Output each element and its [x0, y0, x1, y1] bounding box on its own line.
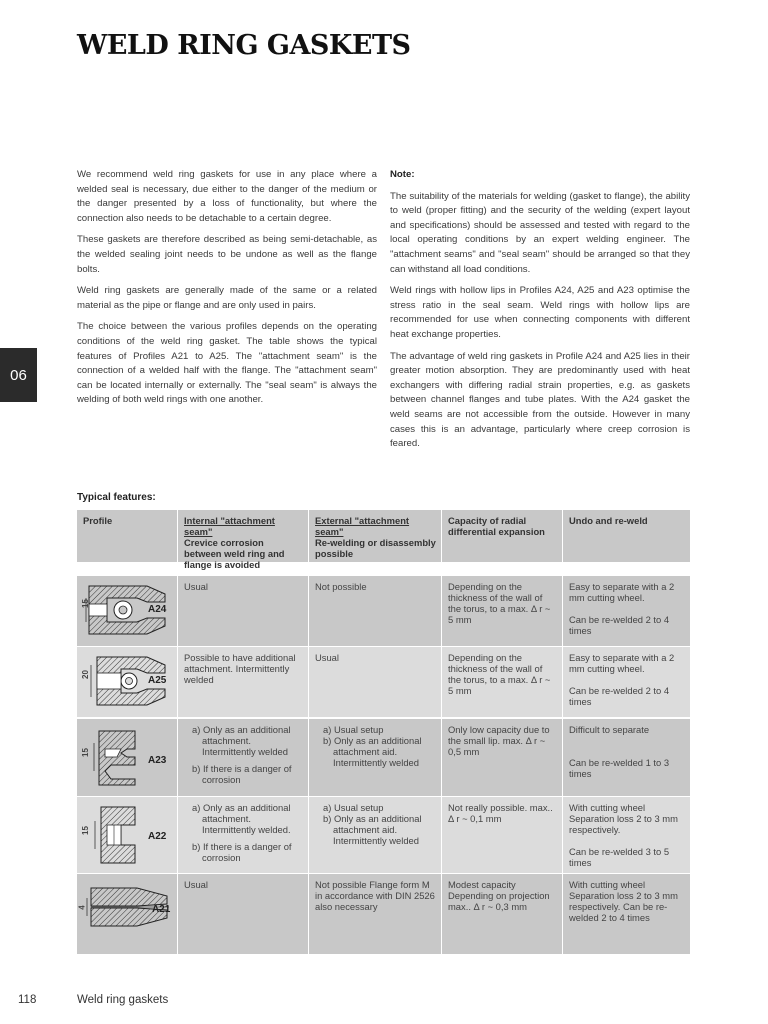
header-internal-title: Internal "attachment seam" — [184, 515, 275, 537]
reweld-text: Can be re-welded 3 to 5 times — [569, 846, 670, 868]
table-heading: Typical features: — [77, 492, 156, 503]
table-row — [77, 719, 690, 796]
header-external-title: External "attachment seam" — [315, 515, 410, 537]
cell-internal: Possible to have additional attachment. Intermittently welded — [178, 647, 309, 717]
reweld-text: Can be re-welded 2 to 4 times — [569, 685, 670, 707]
note-paragraph: The advantage of weld ring gaskets in Profile A24 and A25 lies in their greater motion absorption. They are predominantly used with heat exchangers with differing radial strain properties, e.g. as gaskets between channel flanges and tube plates. With the A24 gasket the weld seams are not accessible from the outside. However in many cases this is an advantage, particularly where creep corrosion is feared. — [390, 350, 690, 450]
undo-text: Easy to separate with a 2 mm cutting wheel. — [569, 652, 675, 674]
table-row — [77, 874, 690, 954]
cell-capacity: Depending on the thickness of the wall of the torus, to a max. Δ r ~ 5 mm — [442, 576, 563, 646]
header-profile: Profile — [77, 510, 178, 570]
cell-capacity: Modest capacity Depending on projection max.. Δ r ~ 0,3 mm — [442, 874, 563, 954]
cell-internal — [178, 797, 309, 873]
cell-external: Not possible Flange form M in accordance with DIN 2526 also necessary — [309, 874, 442, 954]
cell-capacity: Depending on the thickness of the wall of the torus, to a max. Δ r ~ 5 mm — [442, 647, 563, 717]
header-external — [309, 510, 442, 570]
undo-text: With cutting wheel Separation loss 2 to 3 mm respectively. — [569, 802, 678, 835]
undo-text: Difficult to separate — [569, 724, 650, 735]
cell-external — [309, 797, 442, 873]
note-paragraph: Weld rings with hollow lips in Profiles A24, A25 and A23 optimise the stress ratio in the seal seam. Weld rings with hollow lips are recommended for use when connecting components with different heat exchange properties. — [390, 285, 690, 340]
external-option-a: a) Usual setup — [323, 724, 384, 735]
intro-paragraph: The choice between the various profiles depends on the operating conditions of the weld ring gasket. The table shows the typical features of Profiles A21 to A25. The "attachment seam" is the connection of a welded half with the flange. The "attachment seam" can be located internally or externally. The "seal seam" is always the welding of both weld rings with one another. — [77, 321, 377, 406]
page-title: WELD RING GASKETS — [77, 30, 411, 61]
profile-dimension: 4 — [77, 905, 87, 910]
profile-dimension: 15 — [80, 599, 90, 608]
profile-a22-drawing — [77, 797, 178, 873]
table-row — [77, 576, 690, 646]
header-undo: Undo and re-weld — [569, 515, 648, 526]
cell-capacity: Only low capacity due to the small lip. max. Δ r ~ 0,5 mm — [442, 719, 563, 796]
reweld-text: Can be re-welded 2 to 4 times — [569, 614, 670, 636]
cell-internal: Usual — [178, 874, 309, 954]
cell-capacity: Not really possible. max.. Δ r ~ 0,1 mm — [442, 797, 563, 873]
note-column — [390, 168, 690, 459]
header-internal-sub: Crevice corrosion between weld ring and flange is avoided — [184, 537, 285, 570]
internal-option-a: a) Only as an additional attachment. Intermittently welded — [192, 724, 291, 757]
header-external-sub: Re-welding or disassembly possible — [315, 537, 436, 559]
external-option-b: b) Only as an additional attachment aid. Intermittently welded — [323, 735, 422, 768]
profile-dimension: 20 — [80, 670, 90, 679]
table-row — [77, 797, 690, 873]
note-heading: Note: — [390, 169, 415, 180]
intro-paragraph: We recommend weld ring gaskets for use in any place where a welded seal is necessary, due either to the danger of the medium or the danger presented by a loss of functionality, but where the connection also needs to be detachable to a certain degree. — [77, 169, 377, 224]
profile-a25-drawing — [77, 647, 178, 717]
cell-undo — [563, 719, 690, 796]
note-paragraph: The suitability of the materials for welding (gasket to flange), the ability to weld (proper fitting) and the security of the welding (expert layout and specifications) should be assessed and tested with regard to the local operating conditions by an expert welding engineer. The "attachment seams" and "seal seam" should be arranged so that they can withstand all load conditions. — [390, 190, 690, 275]
footer-title: Weld ring gaskets — [77, 994, 169, 1006]
profile-label: A25 — [148, 675, 167, 686]
cell-undo — [563, 797, 690, 873]
intro-paragraph: Weld ring gaskets are generally made of the same or a related material as the pipe or flange and are only used in pairs. — [77, 285, 377, 311]
profile-dimension: 15 — [80, 748, 90, 757]
header-internal — [178, 510, 309, 570]
profile-label: A21 — [152, 904, 171, 915]
profile-a24-drawing — [77, 576, 178, 646]
profile-dimension: 15 — [80, 826, 90, 835]
table-row — [77, 647, 690, 717]
profile-a23-drawing — [77, 719, 178, 796]
table-header — [77, 510, 690, 570]
profile-a21-drawing — [77, 874, 178, 954]
reweld-text: Can be re-welded 1 to 3 times — [569, 757, 670, 779]
cell-internal: Usual — [178, 576, 309, 646]
cell-external — [309, 719, 442, 796]
profile-label: A22 — [148, 831, 167, 842]
cell-undo — [563, 647, 690, 717]
intro-paragraph: These gaskets are therefore described as being semi-detachable, as the welded sealing joint needs to be undone as well as the flange bolts. — [77, 234, 377, 275]
profile-label: A24 — [148, 604, 167, 615]
cell-external: Not possible — [309, 576, 442, 646]
cell-internal — [178, 719, 309, 796]
header-capacity: Capacity of radial differential expansion — [442, 510, 563, 570]
internal-option-b: b) If there is a danger of corrosion — [192, 841, 292, 863]
internal-option-a: a) Only as an additional attachment. Intermittently welded. — [192, 802, 291, 835]
profile-label: A23 — [148, 755, 167, 766]
cell-undo — [563, 576, 690, 646]
page-number: 118 — [18, 994, 37, 1006]
chapter-tab: 06 — [0, 348, 37, 402]
external-option-a: a) Usual setup — [323, 802, 384, 813]
cell-external: Usual — [309, 647, 442, 717]
undo-text: Easy to separate with a 2 mm cutting wheel. — [569, 581, 675, 603]
internal-option-b: b) If there is a danger of corrosion — [192, 763, 292, 785]
intro-column — [77, 168, 377, 415]
external-option-b: b) Only as an additional attachment aid. Intermittently welded — [323, 813, 422, 846]
cell-undo: With cutting wheel Separation loss 2 to 3 mm respectively. Can be re-welded 2 to 4 times — [569, 879, 678, 923]
